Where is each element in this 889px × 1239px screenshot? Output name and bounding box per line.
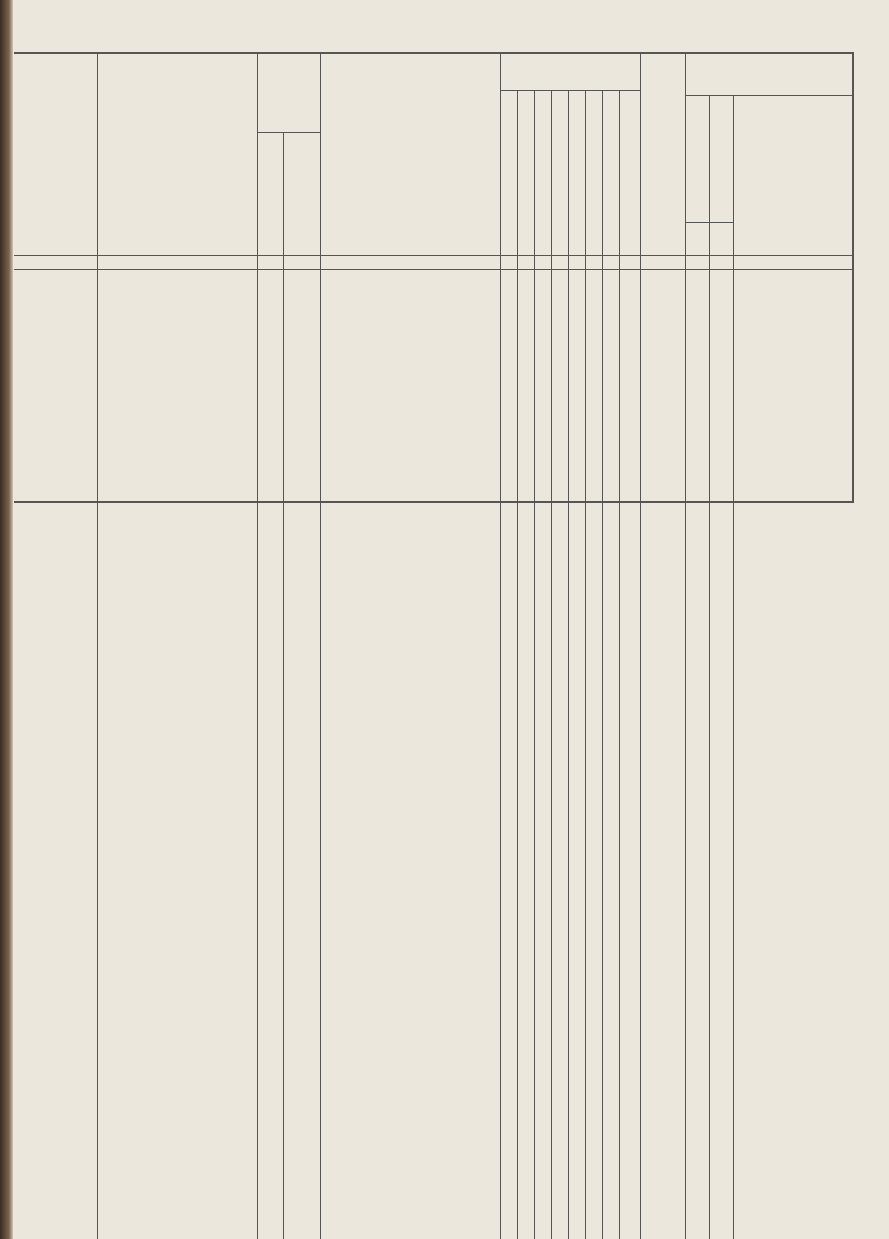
header-service (594, 92, 606, 128)
col-line (585, 90, 586, 1239)
header-col12 (588, 150, 600, 250)
header-col10 (554, 150, 566, 250)
quarter-divider (14, 501, 854, 503)
header-col13 (605, 150, 617, 250)
col-line (500, 52, 501, 1239)
col-line (568, 90, 569, 1239)
col-line (733, 95, 734, 1239)
col-line (517, 90, 518, 1239)
header-col16 (690, 120, 706, 250)
col-line (97, 52, 98, 1239)
header-col11 (571, 150, 583, 250)
sub-rule (257, 132, 320, 133)
header-col14 (623, 150, 637, 250)
sub-rule (500, 90, 640, 91)
col-line (602, 90, 603, 1239)
col-line (685, 52, 686, 1239)
col-line (709, 95, 710, 1239)
header-land-total (260, 140, 280, 250)
col-line (551, 90, 552, 1239)
header-col9 (537, 150, 549, 250)
header-col17 (714, 120, 730, 220)
header-col15 (642, 60, 684, 250)
book-binding (0, 0, 13, 1239)
col-line (320, 52, 321, 1239)
header-col7 (503, 150, 515, 250)
sub-rule (685, 95, 852, 96)
col-line (257, 52, 258, 1239)
col-line (283, 132, 284, 1239)
col-line (640, 52, 641, 1239)
col-line (534, 90, 535, 1239)
header-rule (14, 255, 854, 256)
col-line (619, 90, 620, 1239)
colnum-rule (14, 269, 854, 270)
header-land-street (290, 140, 314, 250)
top-rule (14, 52, 854, 54)
header-col8 (520, 150, 532, 250)
right-border (852, 52, 854, 502)
